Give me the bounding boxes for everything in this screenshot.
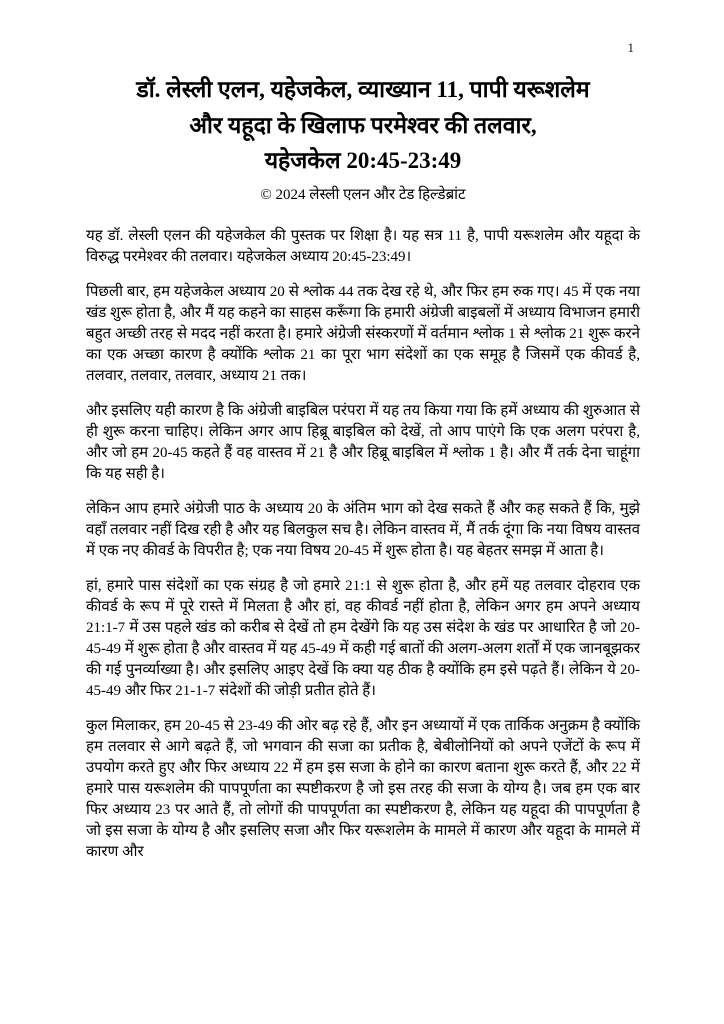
title-line-1: डॉ. लेस्ली एलन, यहेजकेल, व्याख्यान 11, पापी यरूशलेम [136, 77, 590, 102]
paragraph: हां, हमारे पास संदेशों का एक संग्रह है जो हमारे 21:1 से शुरू होता है, और हमें यह तलवार दोहराव एक कीवर्ड के रूप में पूरे रास्ते में मिलता है और हां, वह कीवर्ड नहीं होता है, लेकिन अगर हम अपने अध्याय 21:1-7 में उस पहले खंड को करीब से देखें तो हम देखेंगे कि यह उस संदेश के खंड पर आधारित है जो 20-45-49 में शुरू होता है और वास्तव में यह 45-49 में कही गई बातों की अलग-अलग शर्तों में एक जानबूझकर की गई पुनर्व्याख्या है। और इसलिए आइए देखें कि क्या यह ठीक है क्योंकि हम इसे पढ़ते हैं। लेकिन ये 20-45-49 और फिर 21-1-7 संदेशों की जोड़ी प्रतीत होते हैं। [86, 577, 640, 699]
body-paragraphs [86, 226, 640, 863]
title-line-2: और यहूदा के खिलाफ परमेश्वर की तलवार, [189, 112, 537, 138]
paragraph: कुल मिलाकर, हम 20-45 से 23-49 की ओर बढ़ रहे हैं, और इन अध्यायों में एक तार्किक अनुक्रम है क्योंकि हम तलवार से आगे बढ़ते हैं, जो भगवान की सजा का प्रतीक है, बेबीलोनियों को अपने एजेंटों के रूप में उपयोग करते हुए और फिर अध्याय 22 में हम इस सजा के होने का कारण बताना शुरू करते हैं, और 22 में हमारे पास यरूशलेम की पापपूर्णता का स्पष्टीकरण है जो इस तरह की सजा के योग्य है। जब हम एक बार फिर अध्याय 23 पर आते हैं, तो लोगों की पापपूर्णता का स्पष्टीकरण है, लेकिन यह यहूदा की पापपूर्णता है जो इस सजा के योग्य है और इसलिए सजा और फिर यरूशलेम के मामले में कारण और यहूदा के मामले में कारण और [86, 717, 640, 860]
paragraph: यह डॉ. लेस्ली एलन की यहेजकेल की पुस्तक पर शिक्षा है। यह सत्र 11 है, पापी यरूशलेम और यहूदा के विरुद्ध परमेश्वर की तलवार। यहेजकेल अध्याय 20:45-23:49। [86, 227, 640, 265]
page-number: 1 [627, 40, 634, 55]
paragraph: पिछली बार, हम यहेजकेल अध्याय 20 से श्लोक 44 तक देख रहे थे, और फिर हम रुक गए। 45 में एक नया खंड शुरू होता है, और मैं यह कहने का साहस करूँगा कि हमारी अंग्रेजी बाइबलों में अध्याय विभाजन हमारी बहुत अच्छी तरह से मदद नहीं करता है। हमारे अंग्रेजी संस्करणों में वर्तमान श्लोक 1 से श्लोक 21 शुरू करने का एक अच्छा कारण है क्योंकि श्लोक 21 का पूरा भाग संदेशों का एक समूह है जिसमें एक कीवर्ड है, तलवार, तलवार, तलवार, अध्याय 21 तक। [86, 283, 640, 384]
paragraph: और इसलिए यही कारण है कि अंग्रेजी बाइबिल परंपरा में यह तय किया गया कि हमें अध्याय की शुरुआत से ही शुरू करना चाहिए। लेकिन अगर आप हिब्रू बाइबिल को देखें, तो आप पाएंगे कि एक अलग परंपरा है, और जो हम 20-45 कहते हैं वह वास्तव में 21 है और हिब्रू बाइबिल में श्लोक 1 है। और मैं तर्क देना चाहूंगा कि यह सही है। [86, 402, 640, 482]
document-title [86, 72, 640, 179]
paragraph: लेकिन आप हमारे अंग्रेजी पाठ के अध्याय 20 के अंतिम भाग को देख सकते हैं और कह सकते हैं कि, मुझे वहाँ तलवार नहीं दिख रही है और यह बिलकुल सच है। लेकिन वास्तव में, मैं तर्क दूंगा कि नया विषय वास्तव में एक नए कीवर्ड के विपरीत है; एक नया विषय 20-45 में शुरू होता है। यह बेहतर समझ में आता है। [86, 500, 640, 559]
copyright-line: © 2024 लेस्ली एलन और टेड हिल्डेब्रांट [260, 186, 466, 203]
title-line-3: यहेजकेल 20:45-23:49 [264, 148, 462, 174]
